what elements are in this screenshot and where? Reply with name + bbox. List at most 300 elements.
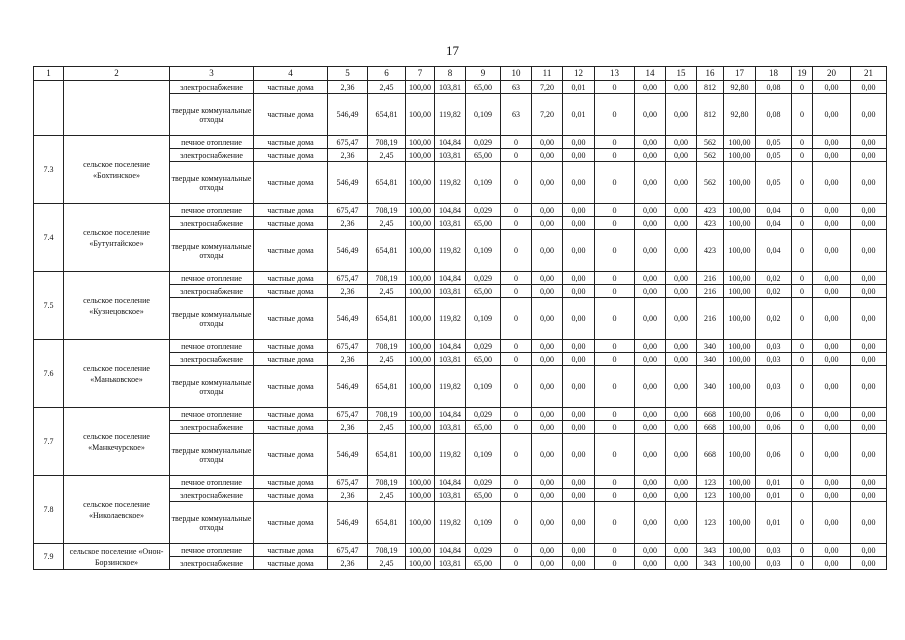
value-cell: 0,00 (666, 489, 697, 502)
value-cell: 0,00 (635, 149, 666, 162)
value-cell: 340 (697, 353, 724, 366)
value-cell: 0,00 (851, 204, 887, 217)
value-cell: 0 (501, 408, 532, 421)
table-row (34, 340, 887, 353)
value-cell: 65,00 (466, 421, 501, 434)
housing-type: частные дома (254, 557, 328, 570)
value-cell: 0,00 (635, 81, 666, 94)
value-cell: 104,84 (435, 544, 466, 557)
value-cell: 0,00 (635, 162, 666, 204)
value-cell: 0,00 (563, 162, 595, 204)
value-cell: 0 (501, 557, 532, 570)
value-cell: 100,00 (724, 136, 756, 149)
value-cell: 0,029 (466, 476, 501, 489)
value-cell: 0,04 (756, 230, 792, 272)
value-cell: 0 (501, 298, 532, 340)
value-cell: 0,029 (466, 408, 501, 421)
housing-type: частные дома (254, 421, 328, 434)
value-cell: 100,00 (724, 230, 756, 272)
table-row (34, 81, 887, 94)
value-cell: 675,47 (328, 136, 368, 149)
value-cell: 103,81 (435, 353, 466, 366)
value-cell: 123 (697, 489, 724, 502)
value-cell: 0,00 (563, 136, 595, 149)
service-type: электроснабжение (170, 353, 254, 366)
value-cell: 0,00 (563, 557, 595, 570)
housing-type: частные дома (254, 162, 328, 204)
value-cell: 0,00 (532, 502, 563, 544)
value-cell: 0,05 (756, 136, 792, 149)
value-cell: 0,00 (532, 149, 563, 162)
value-cell: 100,00 (724, 434, 756, 476)
value-cell: 104,84 (435, 408, 466, 421)
service-type: печное отопление (170, 340, 254, 353)
value-cell: 668 (697, 434, 724, 476)
value-cell: 0 (595, 272, 635, 285)
value-cell: 100,00 (724, 285, 756, 298)
value-cell: 0,00 (851, 340, 887, 353)
value-cell: 2,36 (328, 421, 368, 434)
value-cell: 0,00 (635, 408, 666, 421)
value-cell: 100,00 (406, 557, 435, 570)
value-cell: 100,00 (406, 298, 435, 340)
value-cell: 0,00 (851, 502, 887, 544)
value-cell: 119,82 (435, 162, 466, 204)
value-cell: 0,01 (563, 81, 595, 94)
value-cell: 7,20 (532, 94, 563, 136)
value-cell: 104,84 (435, 272, 466, 285)
column-number-row (34, 67, 887, 81)
table-body (34, 67, 887, 570)
value-cell: 812 (697, 94, 724, 136)
value-cell: 104,84 (435, 476, 466, 489)
value-cell: 0,00 (635, 476, 666, 489)
value-cell: 0 (595, 502, 635, 544)
service-type: твердые коммунальные отходы (170, 434, 254, 476)
value-cell: 2,45 (368, 421, 406, 434)
value-cell: 0,01 (756, 476, 792, 489)
value-cell: 340 (697, 340, 724, 353)
value-cell: 0,00 (851, 136, 887, 149)
column-number-cell: 1 (34, 67, 64, 81)
housing-type: частные дома (254, 502, 328, 544)
value-cell: 0,00 (532, 489, 563, 502)
value-cell: 0,00 (532, 366, 563, 408)
value-cell: 0,00 (851, 489, 887, 502)
value-cell: 92,80 (724, 94, 756, 136)
value-cell: 0 (595, 204, 635, 217)
value-cell: 0,00 (635, 136, 666, 149)
value-cell: 0,00 (813, 340, 851, 353)
value-cell: 0,00 (563, 408, 595, 421)
value-cell: 0 (595, 81, 635, 94)
value-cell: 100,00 (406, 272, 435, 285)
value-cell: 0,00 (532, 476, 563, 489)
table-row (34, 204, 887, 217)
value-cell: 0 (792, 272, 813, 285)
value-cell: 119,82 (435, 366, 466, 408)
value-cell: 546,49 (328, 434, 368, 476)
value-cell: 708,19 (368, 272, 406, 285)
service-type: твердые коммунальные отходы (170, 298, 254, 340)
housing-type: частные дома (254, 204, 328, 217)
value-cell: 0 (595, 149, 635, 162)
value-cell: 2,36 (328, 217, 368, 230)
column-number-cell: 9 (466, 67, 501, 81)
value-cell: 0,00 (532, 217, 563, 230)
value-cell: 0,00 (666, 162, 697, 204)
value-cell: 0 (501, 149, 532, 162)
value-cell: 100,00 (724, 544, 756, 557)
value-cell: 2,36 (328, 557, 368, 570)
value-cell: 0,00 (635, 366, 666, 408)
value-cell: 668 (697, 408, 724, 421)
value-cell: 654,81 (368, 502, 406, 544)
value-cell: 0,029 (466, 272, 501, 285)
value-cell: 0,03 (756, 557, 792, 570)
value-cell: 0 (595, 434, 635, 476)
service-type: электроснабжение (170, 285, 254, 298)
value-cell: 0,00 (813, 94, 851, 136)
value-cell: 0,00 (532, 557, 563, 570)
value-cell: 2,45 (368, 285, 406, 298)
value-cell: 0,00 (851, 81, 887, 94)
value-cell: 0,00 (532, 298, 563, 340)
service-type: электроснабжение (170, 489, 254, 502)
value-cell: 216 (697, 298, 724, 340)
value-cell: 562 (697, 136, 724, 149)
value-cell: 2,36 (328, 489, 368, 502)
housing-type: частные дома (254, 217, 328, 230)
municipality-name: сельское поселение «Маньковское» (64, 340, 170, 408)
table-row (34, 272, 887, 285)
value-cell: 0,00 (666, 136, 697, 149)
value-cell: 100,00 (406, 544, 435, 557)
value-cell: 562 (697, 162, 724, 204)
service-type: твердые коммунальные отходы (170, 366, 254, 408)
value-cell: 100,00 (724, 204, 756, 217)
value-cell: 100,00 (724, 272, 756, 285)
value-cell: 0,00 (563, 366, 595, 408)
value-cell: 0 (501, 272, 532, 285)
value-cell: 0 (792, 502, 813, 544)
value-cell: 0 (792, 408, 813, 421)
value-cell: 0,00 (635, 340, 666, 353)
value-cell: 654,81 (368, 162, 406, 204)
column-number-cell: 4 (254, 67, 328, 81)
value-cell: 0,00 (635, 557, 666, 570)
service-type: электроснабжение (170, 81, 254, 94)
value-cell: 0,00 (666, 366, 697, 408)
value-cell: 0 (792, 136, 813, 149)
municipality-name: сельское поселение «Кузнецовское» (64, 272, 170, 340)
value-cell: 0,00 (851, 149, 887, 162)
value-cell: 100,00 (724, 408, 756, 421)
municipality-name (64, 81, 170, 136)
value-cell: 0,00 (813, 272, 851, 285)
value-cell: 0 (792, 489, 813, 502)
value-cell: 0,04 (756, 217, 792, 230)
table-row (34, 408, 887, 421)
value-cell: 0,08 (756, 94, 792, 136)
section-number: 7.6 (34, 340, 64, 408)
value-cell: 63 (501, 81, 532, 94)
value-cell: 2,36 (328, 353, 368, 366)
value-cell: 0,00 (563, 149, 595, 162)
value-cell: 0,01 (756, 489, 792, 502)
value-cell: 2,45 (368, 217, 406, 230)
value-cell: 0,00 (813, 162, 851, 204)
value-cell: 675,47 (328, 204, 368, 217)
housing-type: частные дома (254, 353, 328, 366)
value-cell: 0,00 (563, 272, 595, 285)
value-cell: 0 (792, 285, 813, 298)
value-cell: 654,81 (368, 230, 406, 272)
value-cell: 0,109 (466, 162, 501, 204)
value-cell: 0,00 (813, 217, 851, 230)
value-cell: 0,03 (756, 353, 792, 366)
value-cell: 65,00 (466, 285, 501, 298)
column-number-cell: 18 (756, 67, 792, 81)
value-cell: 0,00 (851, 272, 887, 285)
tariff-table (33, 66, 887, 570)
value-cell: 0,00 (666, 353, 697, 366)
housing-type: частные дома (254, 366, 328, 408)
value-cell: 0,00 (851, 298, 887, 340)
value-cell: 0 (792, 421, 813, 434)
value-cell: 100,00 (724, 502, 756, 544)
value-cell: 0,00 (666, 204, 697, 217)
service-type: печное отопление (170, 476, 254, 489)
table-row (34, 476, 887, 489)
column-number-cell: 12 (563, 67, 595, 81)
value-cell: 343 (697, 557, 724, 570)
value-cell: 0,00 (666, 298, 697, 340)
housing-type: частные дома (254, 544, 328, 557)
value-cell: 100,00 (406, 353, 435, 366)
value-cell: 0,00 (813, 353, 851, 366)
value-cell: 0,109 (466, 230, 501, 272)
value-cell: 104,84 (435, 340, 466, 353)
value-cell: 100,00 (406, 476, 435, 489)
value-cell: 2,45 (368, 81, 406, 94)
value-cell: 0,00 (851, 94, 887, 136)
housing-type: частные дома (254, 408, 328, 421)
column-number-cell: 3 (170, 67, 254, 81)
column-number-cell: 14 (635, 67, 666, 81)
value-cell: 675,47 (328, 272, 368, 285)
value-cell: 0 (595, 557, 635, 570)
value-cell: 0,00 (532, 230, 563, 272)
page-number: 17 (446, 43, 459, 58)
value-cell: 0,01 (563, 94, 595, 136)
value-cell: 65,00 (466, 81, 501, 94)
value-cell: 675,47 (328, 340, 368, 353)
value-cell: 675,47 (328, 476, 368, 489)
value-cell: 0 (501, 136, 532, 149)
value-cell: 100,00 (724, 340, 756, 353)
value-cell: 0 (501, 476, 532, 489)
value-cell: 0,04 (756, 204, 792, 217)
value-cell: 0,00 (532, 162, 563, 204)
value-cell: 0,00 (666, 340, 697, 353)
value-cell: 0 (792, 81, 813, 94)
value-cell: 708,19 (368, 136, 406, 149)
value-cell: 216 (697, 285, 724, 298)
value-cell: 0 (501, 489, 532, 502)
column-number-cell: 19 (792, 67, 813, 81)
value-cell: 100,00 (406, 149, 435, 162)
value-cell: 0,00 (813, 557, 851, 570)
value-cell: 654,81 (368, 366, 406, 408)
value-cell: 0,00 (635, 353, 666, 366)
value-cell: 0,05 (756, 162, 792, 204)
value-cell: 0 (595, 340, 635, 353)
value-cell: 0,00 (813, 149, 851, 162)
value-cell: 0 (595, 421, 635, 434)
value-cell: 0,109 (466, 298, 501, 340)
value-cell: 546,49 (328, 366, 368, 408)
value-cell: 100,00 (406, 94, 435, 136)
value-cell: 0 (501, 230, 532, 272)
value-cell: 103,81 (435, 217, 466, 230)
value-cell: 0,00 (813, 502, 851, 544)
column-number-cell: 13 (595, 67, 635, 81)
housing-type: частные дома (254, 489, 328, 502)
value-cell: 0 (595, 285, 635, 298)
value-cell: 123 (697, 502, 724, 544)
value-cell: 63 (501, 94, 532, 136)
value-cell: 0 (792, 230, 813, 272)
value-cell: 0,00 (532, 421, 563, 434)
value-cell: 0,00 (851, 366, 887, 408)
value-cell: 103,81 (435, 557, 466, 570)
municipality-name: сельское поселение «Николаевское» (64, 476, 170, 544)
value-cell: 100,00 (406, 204, 435, 217)
value-cell: 0,00 (666, 408, 697, 421)
value-cell: 0 (501, 544, 532, 557)
value-cell: 0,00 (532, 272, 563, 285)
value-cell: 0,00 (635, 230, 666, 272)
value-cell: 0,06 (756, 421, 792, 434)
value-cell: 0 (792, 162, 813, 204)
service-type: электроснабжение (170, 149, 254, 162)
value-cell: 0,00 (851, 217, 887, 230)
municipality-name: сельское поселение «Манкечурское» (64, 408, 170, 476)
value-cell: 0,029 (466, 544, 501, 557)
value-cell: 0 (595, 366, 635, 408)
service-type: электроснабжение (170, 217, 254, 230)
value-cell: 100,00 (406, 340, 435, 353)
value-cell: 0,00 (666, 502, 697, 544)
value-cell: 2,45 (368, 149, 406, 162)
value-cell: 0,00 (635, 502, 666, 544)
column-number-cell: 21 (851, 67, 887, 81)
municipality-name: сельское поселение «Бутунтайское» (64, 204, 170, 272)
section-number: 7.5 (34, 272, 64, 340)
value-cell: 0,00 (666, 285, 697, 298)
value-cell: 0 (792, 557, 813, 570)
service-type: твердые коммунальные отходы (170, 230, 254, 272)
housing-type: частные дома (254, 81, 328, 94)
value-cell: 0,00 (563, 476, 595, 489)
value-cell: 546,49 (328, 94, 368, 136)
housing-type: частные дома (254, 298, 328, 340)
value-cell: 103,81 (435, 489, 466, 502)
value-cell: 65,00 (466, 149, 501, 162)
value-cell: 423 (697, 217, 724, 230)
value-cell: 0,00 (666, 557, 697, 570)
value-cell: 0,00 (563, 298, 595, 340)
value-cell: 100,00 (406, 162, 435, 204)
value-cell: 0,02 (756, 285, 792, 298)
value-cell: 100,00 (406, 366, 435, 408)
value-cell: 65,00 (466, 557, 501, 570)
section-number: 7.8 (34, 476, 64, 544)
value-cell: 0 (595, 298, 635, 340)
value-cell: 2,45 (368, 353, 406, 366)
value-cell: 0,00 (635, 421, 666, 434)
value-cell: 0 (792, 204, 813, 217)
housing-type: частные дома (254, 340, 328, 353)
value-cell: 100,00 (406, 489, 435, 502)
housing-type: частные дома (254, 230, 328, 272)
value-cell: 2,36 (328, 285, 368, 298)
value-cell: 0,00 (813, 476, 851, 489)
value-cell: 546,49 (328, 502, 368, 544)
value-cell: 0,00 (813, 230, 851, 272)
value-cell: 0,109 (466, 94, 501, 136)
value-cell: 65,00 (466, 217, 501, 230)
value-cell: 0,00 (666, 230, 697, 272)
value-cell: 100,00 (406, 408, 435, 421)
value-cell: 546,49 (328, 230, 368, 272)
value-cell: 0,029 (466, 340, 501, 353)
value-cell: 100,00 (406, 502, 435, 544)
value-cell: 340 (697, 366, 724, 408)
value-cell: 0 (501, 366, 532, 408)
value-cell: 0 (792, 149, 813, 162)
municipality-name: сельское поселение «Бохтинское» (64, 136, 170, 204)
value-cell: 0,00 (851, 434, 887, 476)
value-cell: 0,00 (666, 434, 697, 476)
service-type: электроснабжение (170, 557, 254, 570)
value-cell: 708,19 (368, 476, 406, 489)
value-cell: 0,00 (532, 285, 563, 298)
section-number: 7.3 (34, 136, 64, 204)
service-type: твердые коммунальные отходы (170, 94, 254, 136)
value-cell: 0,00 (635, 285, 666, 298)
value-cell: 0,00 (635, 544, 666, 557)
value-cell: 0 (595, 217, 635, 230)
value-cell: 0,00 (851, 421, 887, 434)
column-number-cell: 11 (532, 67, 563, 81)
value-cell: 668 (697, 421, 724, 434)
value-cell: 0 (501, 285, 532, 298)
value-cell: 0 (595, 489, 635, 502)
value-cell: 0,00 (563, 544, 595, 557)
value-cell: 0,029 (466, 204, 501, 217)
value-cell: 0,00 (813, 136, 851, 149)
value-cell: 0,06 (756, 434, 792, 476)
value-cell: 100,00 (406, 81, 435, 94)
value-cell: 0,00 (635, 298, 666, 340)
value-cell: 0,00 (851, 476, 887, 489)
value-cell: 0,00 (851, 408, 887, 421)
value-cell: 103,81 (435, 81, 466, 94)
value-cell: 0,00 (813, 544, 851, 557)
value-cell: 92,80 (724, 81, 756, 94)
